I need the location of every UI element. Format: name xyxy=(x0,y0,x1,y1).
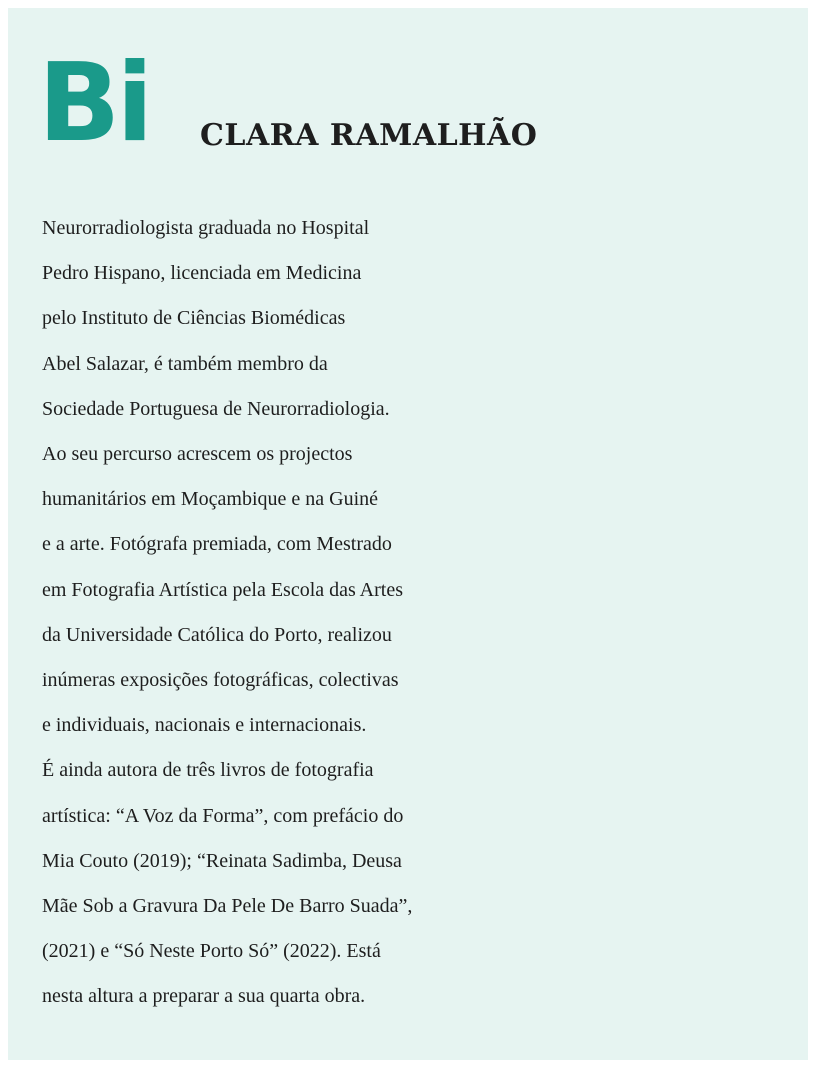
bio-line: Neurorradiologista graduada no Hospital xyxy=(42,217,370,239)
bio-line: humanitários em Moçambique e na Guiné xyxy=(42,488,379,511)
bi-logo: Bi xyxy=(38,41,150,166)
bio-line: Pedro Hispano, licenciada em Medicina xyxy=(42,262,362,285)
bio-line: É ainda autora de três livros de fotografia xyxy=(42,759,374,782)
bio-line: Mia Couto (2019); “Reinata Sadimba, Deusa xyxy=(42,849,402,872)
person-name: CLARA RAMALHÃO xyxy=(200,118,538,153)
bio-line: pelo Instituto de Ciências Biomédicas xyxy=(42,307,346,330)
bio-line: artística: “A Voz da Forma”, com prefácio do xyxy=(42,804,404,827)
bio-line: Sociedade Portuguesa de Neurorradiologia. xyxy=(42,397,390,420)
bio-line: e individuais, nacionais e internacionais. xyxy=(42,714,367,737)
bio-line: Mãe Sob a Gravura Da Pele De Barro Suada”, xyxy=(42,895,413,918)
bio-line: nesta altura a preparar a sua quarta obra. xyxy=(42,985,366,1008)
bio-line: da Universidade Católica do Porto, realizou xyxy=(42,623,392,646)
bio-line: Abel Salazar, é também membro da xyxy=(42,352,328,375)
bio-text xyxy=(42,206,812,1020)
bio-line: em Fotografia Artística pela Escola das Artes xyxy=(42,578,404,601)
bio-line: Ao seu percurso acrescem os projectos xyxy=(42,443,353,466)
bio-line: inúmeras exposições fotográficas, colectivas xyxy=(42,669,399,692)
bio-card xyxy=(8,8,808,1060)
bio-line: e a arte. Fotógrafa premiada, com Mestrado xyxy=(42,533,392,556)
bio-line: (2021) e “Só Neste Porto Só” (2022). Está xyxy=(42,940,381,963)
